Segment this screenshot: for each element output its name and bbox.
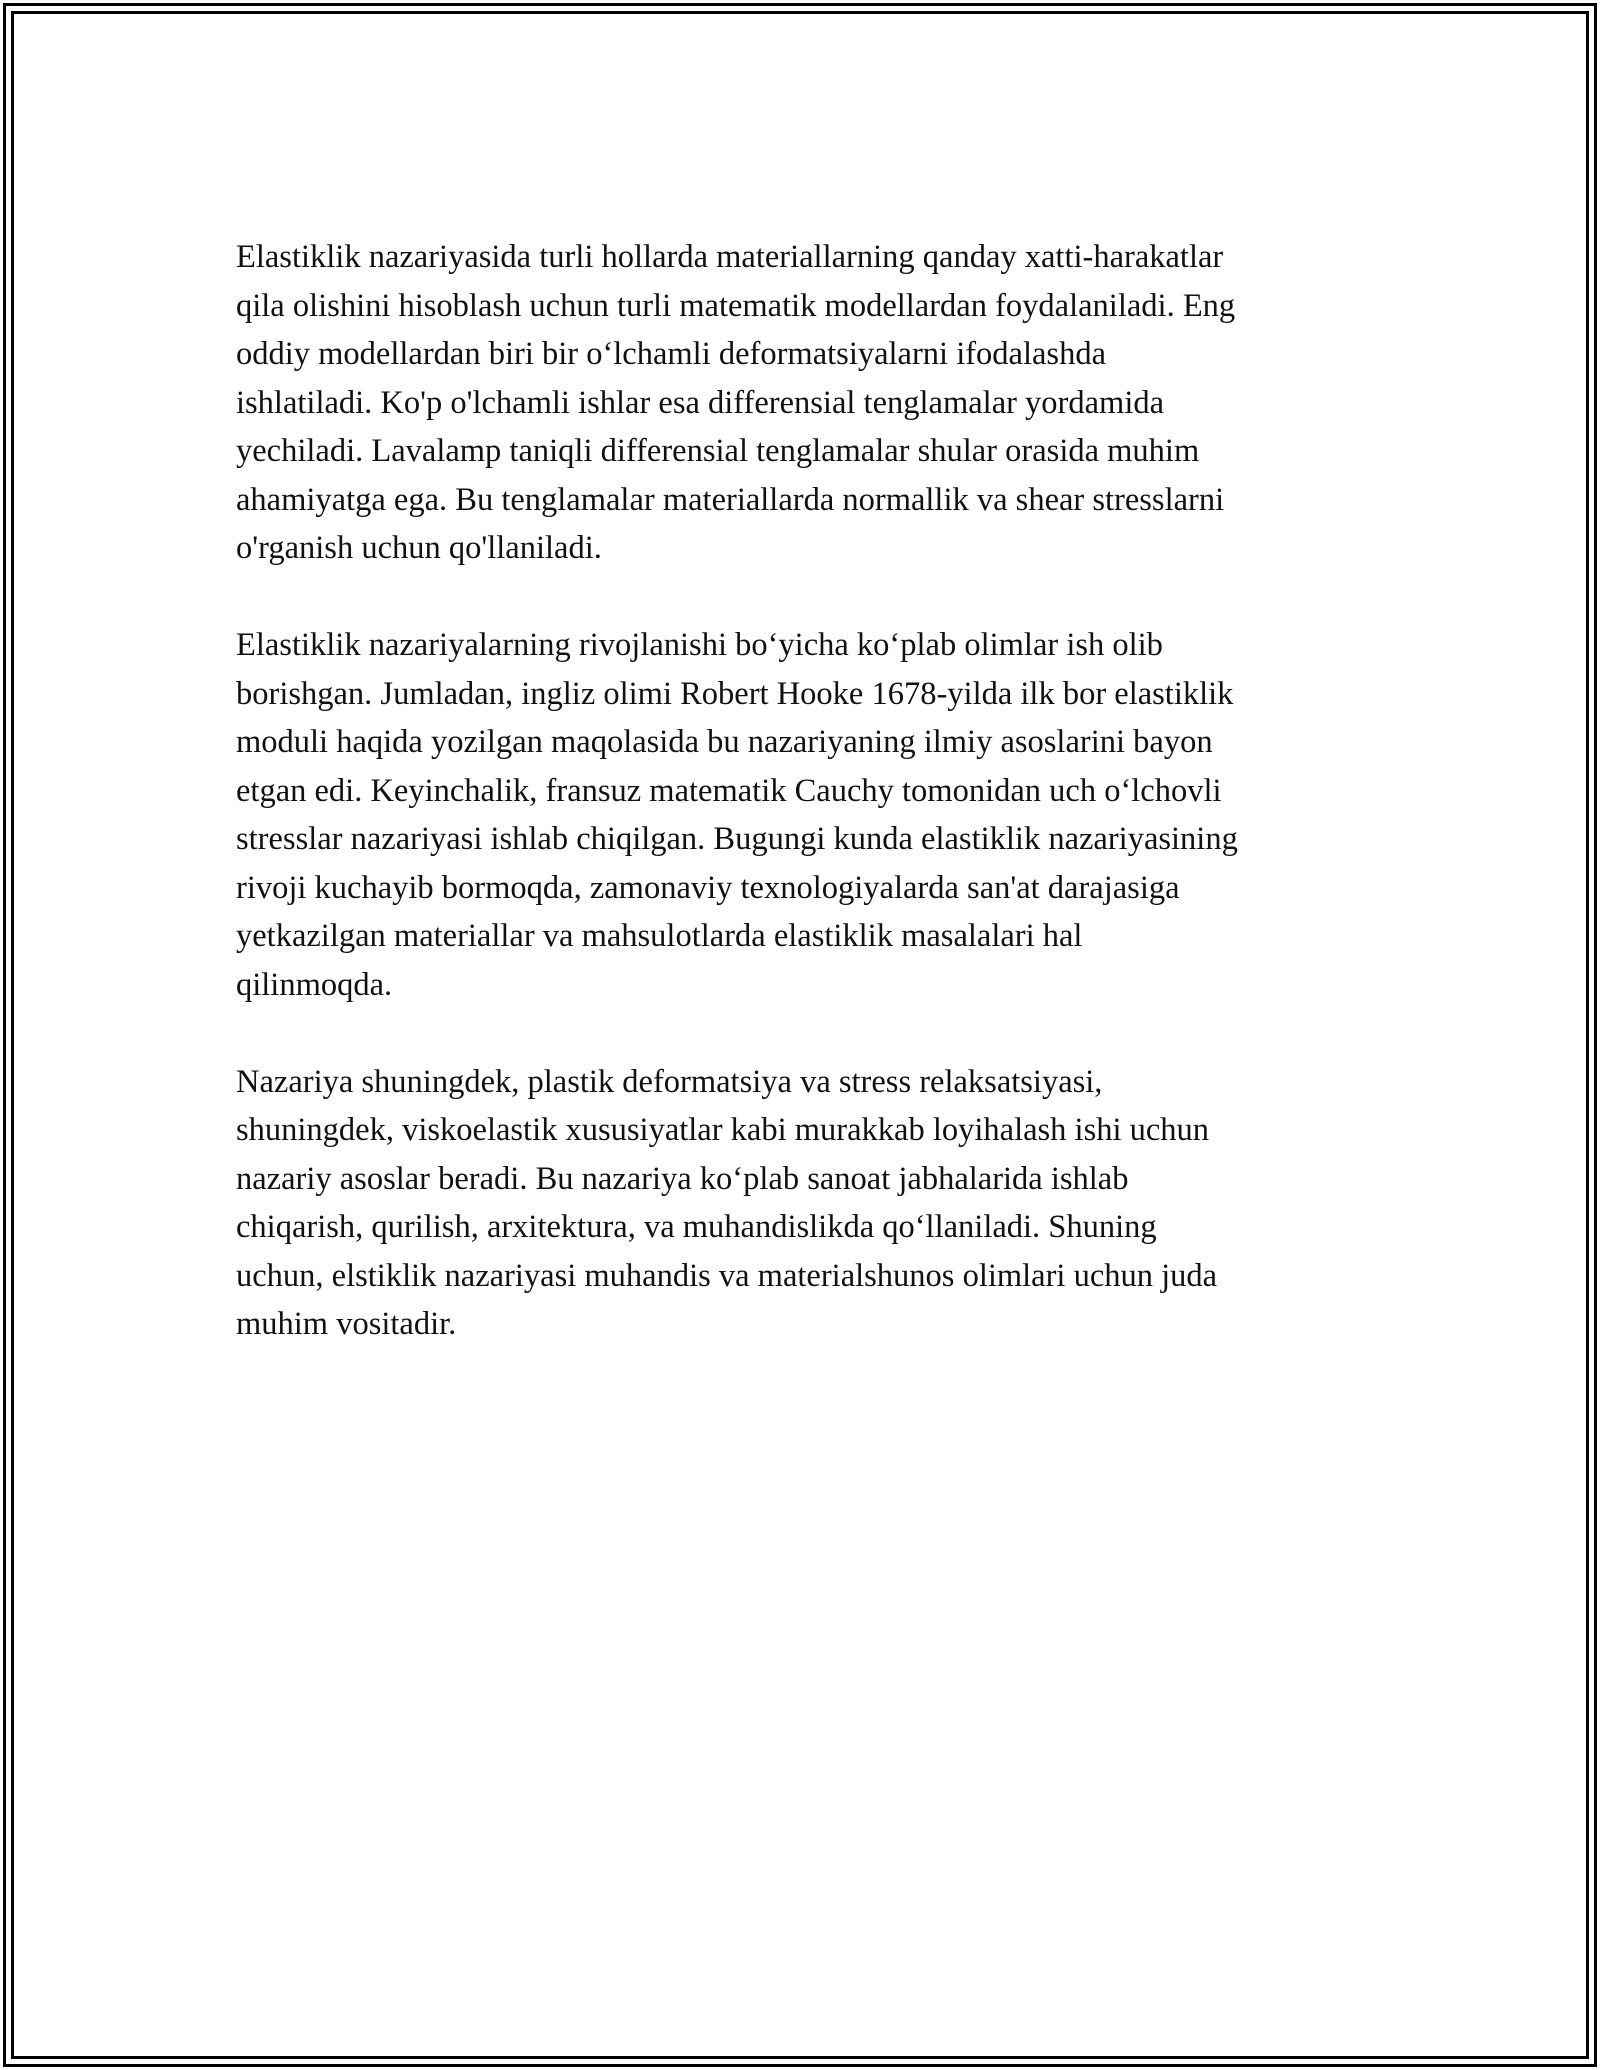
paragraph-2 [236, 621, 1376, 1009]
text-line: Nazariya shuningdek, plastik deformatsiya va stress relaksatsiyasi, [236, 1063, 1103, 1100]
document-body [236, 233, 1376, 1397]
text-line: stresslar nazariyasi ishlab chiqilgan. Bugungi kunda elastiklik nazariyasining [236, 821, 1238, 857]
text-line: shuningdek, viskoelastik xususiyatlar kabi murakkab loyihalash ishi uchun [236, 1112, 1210, 1148]
text-line: moduli haqida yozilgan maqolasida bu nazariyaning ilmiy asoslarini bayon [236, 724, 1213, 760]
text-line: oddiy modellardan biri bir o‘lchamli deformatsiyalarni ifodalashda [236, 336, 1107, 372]
text-line: o'rganish uchun qo'llaniladi. [236, 530, 602, 566]
text-line: rivoji kuchayib bormoqda, zamonaviy texnologiyalarda san'at darajasiga [236, 869, 1180, 906]
text-line: yechiladi. Lavalamp taniqli differensial tenglamalar shular orasida muhim [236, 433, 1200, 469]
text-line: etgan edi. Keyinchalik, fransuz matematik Cauchy tomonidan uch o‘lchovli [236, 772, 1222, 809]
text-line: Elastiklik nazariyalarning rivojlanishi bo‘yicha ko‘plab olimlar ish olib [236, 627, 1163, 663]
text-line: ishlatiladi. Ko'p o'lchamli ishlar esa differensial tenglamalar yordamida [236, 384, 1165, 421]
text-line: nazariy asoslar beradi. Bu nazariya ko‘plab sanoat jabhalarida ishlab [236, 1160, 1129, 1197]
text-line: qilinmoqda. [236, 966, 393, 1003]
text-line: ahamiyatga ega. Bu tenglamalar materiallarda normallik va shear stresslarni [236, 481, 1225, 518]
text-line: muhim vositadir. [236, 1306, 457, 1342]
text-line: Elastiklik nazariyasida turli hollarda materiallarning qanday xatti-harakatlar [236, 239, 1224, 275]
text-line: uchun, elstiklik nazariyasi muhandis va materialshunos olimlari uchun juda [236, 1257, 1218, 1294]
paragraph-1 [236, 233, 1376, 573]
text-line: qila olishini hisoblash uchun turli matematik modellardan foydalaniladi. Eng [236, 287, 1236, 324]
text-line: yetkazilgan materiallar va mahsulotlarda elastiklik masalalari hal [236, 918, 1083, 954]
paragraph-3 [236, 1058, 1376, 1349]
text-line: borishgan. Jumladan, ingliz olimi Robert Hooke 1678-yilda ilk bor elastiklik [236, 675, 1234, 712]
text-line: chiqarish, qurilish, arxitektura, va muhandislikda qo‘llaniladi. Shuning [236, 1209, 1157, 1245]
